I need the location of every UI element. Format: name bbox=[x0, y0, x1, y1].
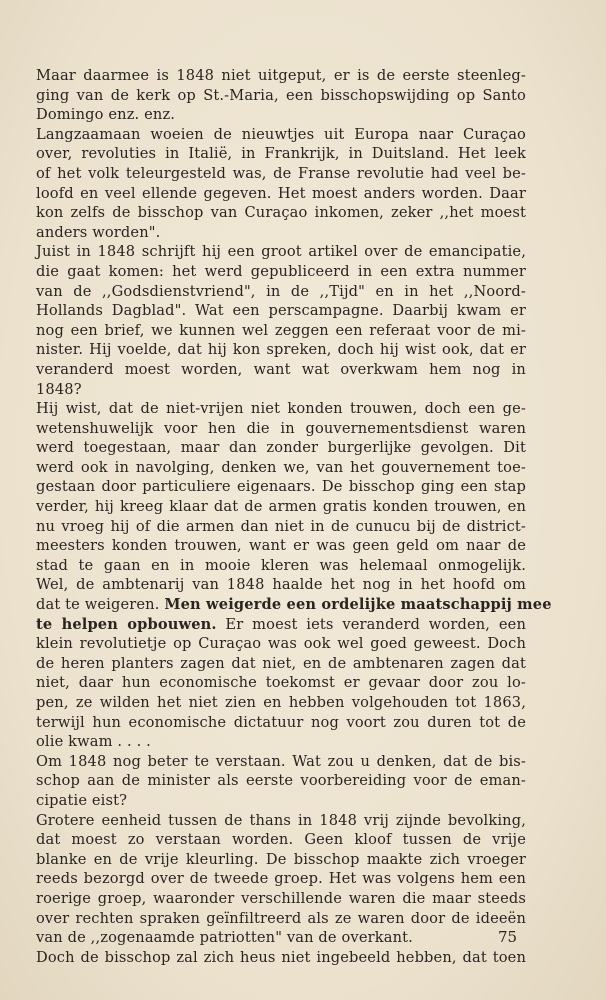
line-text: Grotere eenheid tussen de thans in 1848 vrij zijnde bevolking, bbox=[36, 811, 526, 829]
line-text: werd toegestaan, maar dan zonder burgerlijke gevolgen. Dit bbox=[36, 439, 526, 457]
line-text: Maar daarmee is 1848 niet uitgeput, er is de eerste steenleg- bbox=[36, 67, 526, 84]
text-line bbox=[36, 340, 526, 360]
line-text: cipatie eist? bbox=[36, 791, 128, 809]
text-line bbox=[36, 262, 526, 282]
line-text: blanke en de vrije kleurling. De bisschop maakte zich vroeger bbox=[36, 850, 526, 868]
text-line bbox=[36, 595, 552, 615]
line-text: pen, ze wilden het niet zien en hebben volgehouden tot 1863, bbox=[36, 694, 526, 711]
text-line bbox=[36, 713, 526, 733]
page-number: 75 bbox=[498, 928, 518, 946]
line-text: Om 1848 nog beter te verstaan. Wat zou u denken, dat de bis- bbox=[36, 752, 526, 770]
text-line bbox=[36, 105, 526, 125]
text-line bbox=[36, 242, 526, 262]
text-line bbox=[36, 399, 526, 419]
line-text: Langzaamaan woeien de nieuwtjes uit Europa naar Curaçao bbox=[36, 125, 526, 143]
text-line bbox=[36, 791, 526, 811]
text-line bbox=[36, 360, 526, 380]
text-line bbox=[36, 321, 526, 341]
line-text: nu vroeg hij of die armen dan niet in de cunucu bij de district- bbox=[36, 517, 526, 535]
line-text: verder, hij kreeg klaar dat de armen gratis konden trouwen, en bbox=[36, 498, 526, 516]
line-text: veranderd moest worden, want wat overkwam hem nog in bbox=[36, 360, 526, 378]
line-text: van de ,,zogenaamde patriotten" van de overkant. bbox=[36, 929, 413, 947]
line-text: olie kwam . . . . bbox=[36, 733, 151, 751]
text-line bbox=[36, 575, 526, 595]
line-text: ging van de kerk op St.-Maria, een bisschopswijding op Santo bbox=[36, 86, 526, 104]
line-text: Er moest iets veranderd worden, een bbox=[225, 615, 526, 633]
line-text: terwijl hun economische dictatuur nog voort zou duren tot de bbox=[36, 713, 526, 731]
text-line bbox=[36, 673, 526, 693]
line-text: of het volk teleurgesteld was, de Franse revolutie had veel be- bbox=[36, 164, 526, 182]
text-line bbox=[36, 850, 526, 870]
text-line bbox=[36, 203, 526, 223]
line-text: Hij wist, dat de niet-vrijen niet konden trouwen, doch een ge- bbox=[36, 400, 526, 418]
text-line bbox=[36, 497, 526, 517]
text-line bbox=[36, 732, 526, 752]
text-line bbox=[36, 928, 526, 948]
text-line bbox=[36, 909, 526, 929]
text-line bbox=[36, 948, 526, 968]
text-line bbox=[36, 752, 526, 772]
text-line bbox=[36, 86, 526, 106]
text-line bbox=[36, 477, 526, 497]
line-text: gestaan door particuliere eigenaars. De bisschop ging een stap bbox=[36, 478, 526, 496]
line-text: nog een brief, we kunnen wel zeggen een referaat voor de mi- bbox=[36, 321, 526, 339]
text-line bbox=[36, 66, 526, 86]
line-text: schop aan de minister als eerste voorbereiding voor de eman- bbox=[36, 772, 526, 790]
text-line bbox=[36, 458, 526, 478]
text-line bbox=[36, 125, 526, 145]
line-text: 1848? bbox=[36, 380, 82, 398]
line-text: stad te gaan en in mooie kleren was helemaal onmogelijk. bbox=[36, 556, 526, 574]
text-line bbox=[36, 419, 526, 439]
line-text: Wel, de ambtenarij van 1848 haalde het nog in het hoofd om bbox=[36, 576, 526, 594]
text-line bbox=[36, 380, 526, 400]
line-text: Juist in 1848 schrijft hij een groot artikel over de emancipatie, bbox=[36, 243, 526, 261]
line-text: wetenshuwelijk voor hen die in gouvernementsdienst waren bbox=[36, 419, 526, 437]
line-text: niet, daar hun economische toekomst er gevaar door zou lo- bbox=[36, 674, 526, 692]
line-text: loofd en veel ellende gegeven. Het moest anders worden. Daar bbox=[36, 184, 526, 202]
text-line bbox=[36, 654, 526, 674]
line-text: Doch de bisschop zal zich heus niet ingebeeld hebben, dat toen bbox=[36, 948, 526, 966]
text-line bbox=[36, 830, 526, 850]
line-text: over, revoluties in Italië, in Frankrijk, in Duitsland. Het leek bbox=[36, 145, 526, 163]
text-line bbox=[36, 811, 526, 831]
text-line bbox=[36, 869, 526, 889]
line-text: reeds bezorgd over de tweede groep. Het was volgens hem een bbox=[36, 870, 526, 888]
line-text: over rechten spraken geïnfiltreerd als ze waren door de ideeën bbox=[36, 909, 526, 927]
line-text: roerige groep, waaronder verschillende waren die maar steeds bbox=[36, 889, 526, 907]
line-text: van de ,,Godsdienstvriend", in de ,,Tijd" en in het ,,Noord- bbox=[36, 282, 526, 300]
text-line bbox=[36, 184, 526, 204]
text-line bbox=[36, 223, 526, 243]
line-text: de heren planters zagen dat niet, en de ambtenaren zagen dat bbox=[36, 654, 526, 672]
text-line bbox=[36, 889, 526, 909]
line-text: nister. Hij voelde, dat hij kon spreken, doch hij wist ook, dat er bbox=[36, 341, 526, 359]
text-line bbox=[36, 282, 526, 302]
line-text: Hollands Dagblad". Wat een perscampagne. Daarbij kwam er bbox=[36, 302, 526, 320]
text-line bbox=[36, 144, 526, 164]
text-line bbox=[36, 693, 526, 713]
text-line bbox=[36, 438, 526, 458]
line-text: meesters konden trouwen, want er was geen geld om naar de bbox=[36, 537, 526, 555]
text-line bbox=[36, 556, 526, 576]
line-text: klein revolutietje op Curaçao was ook wel goed geweest. Doch bbox=[36, 635, 526, 653]
text-line bbox=[36, 301, 526, 321]
line-text: Domingo enz. enz. bbox=[36, 106, 176, 124]
text-line bbox=[36, 517, 526, 537]
text-line bbox=[36, 536, 526, 556]
body-text bbox=[36, 66, 552, 967]
line-text: die gaat komen: het werd gepubliceerd in een extra nummer bbox=[36, 262, 526, 280]
text-line bbox=[36, 771, 526, 791]
bold-text: te helpen opbouwen. bbox=[36, 615, 217, 633]
text-line bbox=[36, 615, 526, 635]
text-line bbox=[36, 164, 526, 184]
line-text: dat moest zo verstaan worden. Geen kloof tussen de vrije bbox=[36, 831, 526, 849]
line-text: anders worden". bbox=[36, 223, 161, 241]
bold-text: Men weigerde een ordelijke maatschappij mee bbox=[164, 596, 552, 614]
text-line bbox=[36, 634, 526, 654]
line-text: werd ook in navolging, denken we, van het gouvernement toe- bbox=[36, 458, 526, 476]
line-text: kon zelfs de bisschop van Curaçao inkomen, zeker ,,het moest bbox=[36, 204, 526, 222]
line-text: dat te weigeren. bbox=[36, 596, 160, 614]
